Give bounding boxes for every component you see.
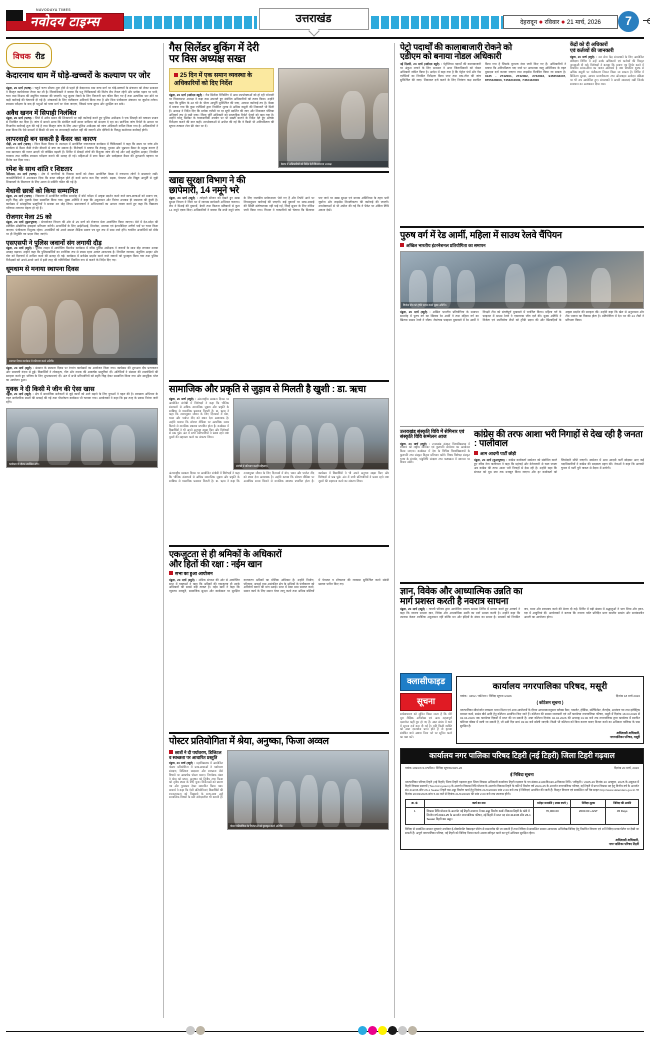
right-column [394,43,644,1018]
article5-body [169,762,223,800]
registration-color-bar [0,1023,650,1039]
photo-figure [47,423,71,465]
th-serial: क्र. सं. [406,799,425,808]
article4-dateline: मंडुवा, 20 मार्च (ब्यूरो) : [169,577,198,582]
edition-tab-label: उत्तराखंड [259,8,369,30]
divider [400,426,644,427]
bullet-icon [174,73,178,77]
bullet-icon [400,243,404,247]
stripe-decoration-left [124,16,257,29]
suchna-badge[interactable]: सूचना [400,693,452,711]
photo-figure [17,427,39,465]
photo-caption: संगोष्ठी में प्रतिभाग करतीं महिलाएं। [234,463,388,469]
sports-dateline: मंडुवा, 20 मार्च (ब्यूरो) : [400,309,431,314]
article2-headline-line2: छापेमारी, 14 नमूने भरे [169,184,239,195]
tender-sign-line2: नगर पालिका परिषद टिहरी [608,841,639,846]
tender-meta [405,766,639,770]
tender-title: कार्यालय नगर पालिका परिषद टिहरी (नई टिहरी) जिला टिहरी गढ़वाल [401,749,643,764]
photo-figure [93,308,119,354]
dateline-sep-2: ● [560,19,566,26]
center-column [163,43,389,1018]
politics-body [474,459,644,579]
notice-meta [460,694,640,698]
article-text: विद्यालय में आयोजित वार्षिक समारोह में बोर्ड परीक्षा में उत्कृष्ट प्रदर्शन करने वाले छात्र-छात्राओं को प्रमाण पत्र, स्मृति चिह्न और पुस्तकें देकर सम्मानित किया गया। मुख्य अतिथि ने कहा कि अनुशासन और निरंतर अभ्यास ही सफलता की कुंजी है। कार्यक्रम में सांस्कृतिक प्रस्तुतियों ने सबका मन मोह लिया। प्रधानाचार्य ने अभिभावकों का आभार व्यक्त करते हुए कहा कि विद्यालय परिणाम लगातार बेहतर हो रहे हैं। [6,193,158,210]
th-work-name: कार्य का नाम [424,799,534,808]
right-article2-headline-line2: एवं कर्तव्यों की जानकारी [570,47,614,54]
divider [169,171,389,173]
photo-figure [278,781,296,827]
article4-kicker [169,571,389,576]
main-headline-line2: पर विस अध्यक्ष सख्त [169,53,246,66]
right-article1-dateline: नई दिल्ली, 20 मार्च (नवोदय ब्यूरो) : [400,62,442,67]
swatch-cyan [358,1026,367,1035]
sports-kicker-label: अखिल भारतीय इंटरनेशनल प्रतियोगिता का समापन [406,242,486,248]
divider [400,582,644,584]
right-article3-dateline: मंडुवा, 20 मार्च (ब्यूरो) : [400,441,430,446]
right-article1-body [400,63,566,223]
notice-sign-line2: नगरपालिका परिषद, मसूरी [609,735,640,740]
photo-caption: बैठक में अधिकारियों को निर्देश देतीं विधानसभा अध्यक्ष। [279,161,388,167]
swatch-gray [398,1026,407,1035]
photo-figure [373,93,389,139]
right-article3-text: उत्तराखंड संस्कृत विश्वविद्यालय में रविवार को राष्ट्रीय सेमिनार एवं कुलपति सम्मेलन का आयोजन किया जाएगा। कार्यक्रम में देश के विभिन्न विश्वविद्यालयों के कुलपति तथा संस्कृत विद्वान प्रतिभाग करेंगे। विषय विशेषज्ञ संस्कृत भाषा के संवर्धन, पांडुलिपि संरक्षण तथा पाठ्यक्रम में नवाचार पर विचार रखेंगे। [400,441,470,465]
th-duration: निविदा की अवधि [606,799,639,808]
notice-signature [460,731,640,739]
sports-headline: पुरुष वर्ग में रेड आर्मी, महिला में साउथ रेलवे चैंपियन [400,230,562,241]
dateline-date: 21 मार्च, 2026 [566,20,601,26]
td-duration: 45 Days [606,808,639,824]
article3-headline: सामाजिक और प्रकृति से जुड़ाव से मिलती है खुशी : डा. ऋचा [169,384,366,396]
page-number-value: 7 [618,11,639,32]
right-article3-body [400,443,470,466]
kicker-label: 25 दिन में एक समान व्यवस्था के अधिकारियों को दिए निर्देश [174,72,253,87]
article-text: क्षेत्र में नागरिकों के विकास कार्यों को लेकर आयोजित बैठक में गणमान्य लोगों ने समस्याएं रखीं। जनप्रतिनिधियों ने आश्वासन दिया कि बजट स्वीकृत होते ही कार्य प्रारंभ करा दिए जाएंगे। सड़क, पेयजल और विद्युत आपूर्ति से जुड़ी शिकायतों के निस्तारण के लिए अलग से समिति गठित की गई है। [6,171,159,184]
classified-body: सर्वसाधारण को सूचित किया जाता है कि मेरी मूल शैक्षिक अभिलेख एवं अन्य महत्वपूर्ण दस्तावेज कहीं गुम हो गए हैं। उक्त संबंध में थाने में सूचना दर्ज करा दी गई है। यदि किसी व्यक्ति को उक्त दस्तावेज प्राप्त होते हैं तो कृपया संबंधित थाने अथवा निम्न पते पर सूचित करने का कष्ट करें। [400,712,452,739]
article4-headline-line2: और हितों की रक्षा : नईम खान [169,558,262,569]
quick-read-label-2: रीड [35,52,45,61]
article-body [6,221,158,237]
article-headline: युवक ने दी किसी मे जीन की ऐसा खास [6,385,95,393]
article-headline: रोजगार मेला 25 को [6,213,52,221]
masthead [6,4,644,34]
article-headline: एसएसपी ने पुलिस जवानों संग लगायी दौड़ [6,239,102,247]
stripe-decoration-right [371,16,504,29]
kicker-box [169,68,274,92]
sports-text: अखिल भारतीय प्रतियोगिता के समापन समारोह में पुरुष वर्ग का खिताब रेड आर्मी ने तथा महिला वर्ग का खिताब साउथ रेलवे ने जीता। रोमांचक फाइनल मुकाबले में रेड आर्मी ने विपक्षी टीम को संघर्षपूर्ण मुकाबले में पराजित किया। महिला वर्ग के फाइनल में साउथ रेलवे ने एकतरफा जीत दर्ज की। मुख्य अतिथि ने विजेता एवं उपविजेता टीमों को ट्रॉफी प्रदान की और खिलाड़ियों के उत्कृष्ट प्रदर्शन की सराहना की। उन्होंने कहा कि खेल से अनुशासन और टीम भावना का विकास होता है। प्रतियोगिता में देश भर की 24 टीमों ने प्रतिभाग किया। [400,309,644,322]
quick-read-badge [6,43,52,68]
article-photo [6,408,158,468]
swatch-black [388,1026,397,1035]
tender-body: नगरपालिका परिषद टिहरी (नई टिहरी) जिला टिहरी गढ़वाल द्वारा जिला विकास अधिकारी कार्यालय टिहरी गढ़वाल के पत्र संख्या-2136/वि0अ0-2/विकास निधि / स्वीकृति / 2025-26 दिनांक 20 अक्टूबर, 2025 के अनुक्रम में टिहरी विकास प्रस्तावों (Two bid system) के अन्तर्गत विकास निधि योजना के अन्तर्गत विकास टिहरी के कोटे में निर्माण वर्ष 2024-25 के अन्तर्गत नगरपालिका परिषद, नई टिहरी में प्राप्त विकास मद हेतु वित्तीय वर्ष के अन्तर्गत सं0 412/36 सीट 26-1 Seater टिहरी बस अड्डा निर्माण कार्य हेतु दिनांक 21/04/2026 सांय 2.00 बजे तक ई निविदाएं आमंत्रित की जाती हैं। विस्तृत विवरण एवं सम्बन्धित शर्तें वेब साइट http://www.uktenders.gov.in पर दिनांक 20/03/2026 सांय 5.00 बजे से दिनांक 21/04/2026 की सांय 2.00 बजे तक उपलब्ध होंगी। [405,779,639,796]
article5-text: महाविद्यालय में आयोजित पोस्टर प्रतियोगिता में छात्र-छात्राओं ने पर्यावरण संरक्षण, डिजिटल साक्षरता और स्वच्छता जैसे विषयों पर आकर्षक पोस्टर बनाए। निर्णायक मंडल ने श्रेया को प्रथम, अनुष्का को द्वितीय तथा फिजा को तृतीय स्थान के लिए चुना। विजेताओं को प्रमाण पत्र और पुरस्कार देकर सम्मानित किया गया। प्राचार्य ने कहा कि ऐसी प्रतियोगिताएं विद्यार्थियों की रचनात्मकता को निखारने के साथ-साथ उन्हें सामाजिक विषयों के प्रति संवेदनशील भी बनाती हैं। [169,761,223,800]
swatch [196,1026,205,1035]
tender-footer: निविदा से सम्बन्धित समस्त सूचनाएं उपरोक्त ई-प्रोक्योरमेंट वेबसाइट पोर्टल से डाउनलोड की जा सकती हैं तथा निविदा से सम्बन्धित समस्त आवश्यक अभिलेख/निविदा हेतु निर्धारित विवरण एवं शर्तें निविदा प्रपत्र/पोर्टल पर देखी जा सकती हैं। अपूर्ण नगरपालिका परिषद, नई टिहरी को निविदा निरस्त करने अथवा स्वीकृत करने का पूर्ण अधिकार सुरक्षित रहेगा। [405,826,639,835]
article3-text-cont: अंतरराष्ट्रीय प्रसन्नता दिवस पर आयोजित संगोष्ठी में विशेषज्ञों ने कहा कि भौतिक संसाधनों से अधिक सामाजिक जुड़ाव और प्रकृति के सान्निध्य से वास्तविक प्रसन्नता मिलती है। डा. ऋचा ने कहा कि तनावमुक्त जीवन के लिए दिनचर्या में योग, ध्यान और पर्याप्त नींद को स्थान देना आवश्यक है। उन्होंने बताया कि सोशल मीडिया पर अत्यधिक समय बिताने से मानसिक स्वास्थ्य प्रभावित होता है। कार्यक्रम में विद्यार्थियों ने भी अपने अनुभव साझा किए और विशेषज्ञों से प्रश्न पूछे। अंत में सभी प्रतिभागियों ने प्रसन्न रहने तथा दूसरों की सहायता करने का संकल्प लिया। [169,471,389,483]
photo-figure [55,300,83,354]
photo-figure [266,421,286,469]
divider [6,83,158,84]
article5-dateline: मंडुवा, 20 मार्च (ब्यूरो) : [169,761,196,766]
page-number [618,11,644,32]
registration-dots-cmyk [358,1026,417,1035]
swatch-yellow [378,1026,387,1035]
article-headline: मेधावी छात्रों को किया सम्मानित [6,187,79,195]
td-serial: 1 [406,808,425,824]
masthead-rule [6,37,644,39]
divider [169,380,389,382]
page-number-lead [643,20,650,21]
edition-tab[interactable] [259,8,369,30]
article-text: जिले में अवैध खनन की शिकायतों पर बड़ी कार्रवाई करते हुए पुलिस अधीक्षक ने एक सिपाही को तत्काल प्रभाव से निलंबित कर दिया है। जांच में सामने आया कि संबंधित कर्मी खनन माफिया को संरक्षण दे रहा था। प्रारंभिक जांच रिपोर्ट के आधार पर विभागीय कार्रवाई शुरू की गई है तथा विस्तृत जांच के लिए अपर पुलिस अधीक्षक को जांच अधिकारी नामित किया गया है। अधिकारियों ने स्पष्ट किया कि ऐसे मामलों में किसी भी स्तर पर लापरवाही बर्दाश्त नहीं की जाएगी और दोषियों के विरुद्ध कठोरतम कार्रवाई होगी। [6,115,158,132]
politics-headline: कांग्रेस की तरफ आशा भरी निगाहों से देख रही है जनता : पालीवाल [474,428,643,449]
swatch-tan [408,1026,417,1035]
newspaper-logo[interactable] [6,7,124,32]
sports-kicker [400,243,644,249]
article-body [6,195,158,211]
tender-subtitle: ई निविदा सूचना [510,771,534,777]
right-article2-headline-line1: केंद्रों को दी अधिकारों [570,42,608,48]
classified-badge[interactable]: क्लासीफाइड [400,673,452,691]
article-dateline: नैनीताल, 20 मार्च (भाषा) : [6,171,40,176]
swatch-magenta [368,1026,377,1035]
article-body [6,247,158,263]
tender-sign-line1: अधिशासी अधिकारी, [615,837,639,842]
article4-kicker-label: सभा का हुआ आयोजन [175,571,213,577]
main-photo [278,68,389,168]
notice-subtitle: ( कोटेशन सूचना ) [536,700,564,706]
article2-headline-line1: खाद्य सुरक्षा विभाग ने की [169,175,246,186]
left-column [6,43,158,1018]
article4-headline-line1: एकजुटता से ही श्रमिकों के अधिकारों [169,549,282,560]
tender-table [405,799,639,825]
registration-dots-left [186,1026,205,1035]
article5-kicker-label: छात्रों ने दी पर्यावरण, डिजिटल व स्वच्छता पर आधारित प्रस्तुति [169,749,222,760]
dateline-sep-1: ● [538,19,543,26]
dateline-day: रविवार [544,20,560,26]
right-article2-dateline: मंडुवा, 20 मार्च (ब्यूरो) : [570,55,597,60]
article5-photo [227,750,389,830]
right-article2-text: जन सेवा केंद्र संचालकों के लिए आयोजित प्रशिक्षण शिविर में उन्हें उनके अधिकारों एवं कर्तव्यों की विस्तृत जानकारी दी गई। विशेषज्ञों ने बताया कि प्रमाण पत्र निर्गत करने में निर्धारित समय-सीमा का पालन अनिवार्य है तथा निर्धारित शुल्क से अधिक वसूली पर पंजीकरण निरस्त किया जा सकता है। शिविर में डिजिटल सुरक्षा, आधार प्रमाणीकरण तथा ऑनलाइन आवेदन प्रक्रिया पर भी सत्र आयोजित हुए। संचालकों ने अपनी समस्याएं रखीं जिनके समाधान का आश्वासन दिया गया। [570,55,645,86]
article3-body [169,398,229,439]
td-work-name: विकास निधि योजना के अन्तर्गत नई टिहरी उपनगर में बस अड्डा निर्माण कार्य। विकास टिहरी के कोटे में निर्माण वर्ष 2024-25 के अन्तर्गत नगरपालिका परिषद, नई टिहरी में प्राप्त मद सं0 412/36 सीट 26-1 Seater टिहरी बस अड्डा। [424,808,534,824]
photo-figure [344,779,362,827]
right-article2-body [570,56,644,86]
article-dateline: मंडुवा, 20 मार्च (भाषा) : [6,86,34,91]
article4-body [169,579,389,729]
footer-rule [6,1031,644,1032]
article-text: पुलिस लाइन में आयोजित फिटनेस कार्यक्रम में वरिष्ठ पुलिस अधीक्षक ने जवानों के साथ दौड़ लगाकर उनका उत्साह बढ़ाया। उन्होंने कहा कि पुलिसकर्मियों का शारीरिक रूप से स्वस्थ रहना अत्यंत आवश्यक है। नियमित व्यायाम, संतुलित आहार और योग को दिनचर्या में शामिल करने की सलाह दी गई। कार्यक्रम में सर्वश्रेष्ठ प्रदर्शन करने वाले जवानों को पुरस्कृत किया गया तथा पुलिस निरीक्षकों को अपने-अपने थाने में इसी तरह की गतिविधियां नियमित रूप से कराने के निर्देश दिए गए। [6,245,159,262]
quick-read-label-1: विचक [13,52,31,61]
main-article-text: गैस सिलेंडर रिफिलिंग में आम उपभोक्ताओं को हो रही परेशानी पर विधानसभा अध्यक्ष ने कड़ा रुख अपनाते हुए संबंधित अधिकारियों को तलब किया। उन्होंने कहा कि बुकिंग के 48 घंटे के भीतर आपूर्ति सुनिश्चित की जाए, अन्यथा कार्रवाई तय है। बैठक में बताया गया कि कुछ एजेंसियों द्वारा निर्धारित शुल्क से अधिक वसूली की शिकायतें भी मिली हैं। अध्यक्ष ने निर्देश दिए कि प्रत्येक एजेंसी पर दर सूची प्रदर्शित की जाए और शिकायत पंजिका अनिवार्य रूप से रखी जाए। जिला पूर्ति अधिकारी को साप्ताहिक रिपोर्ट भेजने को कहा गया है। उन्होंने घरेलू सिलेंडर के व्यावसायिक उपयोग पर भी सख्ती बरतने के निर्देश देते हुए औचक निरीक्षण कराने की बात कही। उपभोक्ताओं से अपील की गई कि वे किसी भी अनियमितता की सूचना तत्काल टोल फ्री नंबर पर दें। [169,92,274,129]
article4-text: श्रमिक संगठन की ओर से आयोजित सभा में वक्ताओं ने कहा कि श्रमिकों की एकजुटता ही उनके अधिकारों की सबसे बड़ी ताकत है। नईम खान ने कहा कि न्यूनतम मजदूरी, सामाजिक सुरक्षा और कार्यस्थल पर सुरक्षित वातावरण श्रमिकों का मौलिक अधिकार है। उन्होंने निर्माण, परिवहन, सफाई तथा असंगठित क्षेत्र के श्रमिकों के पंजीकरण को अनिवार्य बनाने की मांग उठाई। सभा में ठेका प्रथा समाप्त करने, समान कार्य के लिए समान वेतन लागू करने तथा श्रमिक बस्तियों में पेयजल व शौचालय की व्यवस्था सुनिश्चित करने संबंधी प्रस्ताव पारित किए गए। [169,577,389,594]
article3-text: अंतरराष्ट्रीय प्रसन्नता दिवस पर आयोजित संगोष्ठी में विशेषज्ञों ने कहा कि भौतिक संसाधनों से अधिक सामाजिक जुड़ाव और प्रकृति के सान्निध्य से वास्तविक प्रसन्नता मिलती है। डा. ऋचा ने कहा कि तनावमुक्त जीवन के लिए दिनचर्या में योग, ध्यान और पर्याप्त नींद को स्थान देना आवश्यक है। उन्होंने बताया कि सोशल मीडिया पर अत्यधिक समय बिताने से मानसिक स्वास्थ्य प्रभावित होता है। कार्यक्रम में विद्यार्थियों ने भी अपने अनुभव साझा किए और विशेषज्ञों से प्रश्न पूछे। अंत में सभी प्रतिभागियों ने प्रसन्न रहने तथा दूसरों की सहायता करने का संकल्प लिया। [169,397,229,440]
tender-ref: पत्रांक 1993/न-प-ट/पठिन./ निविदा सूचना/2025-26 [405,765,463,770]
article2-body [169,197,389,377]
article5-headline: पोस्टर प्रतियोगिता में श्रेया, अनुष्का, फिजा अव्वल [169,735,329,747]
article5-kicker [169,750,223,761]
notice-ref: पत्रांक : 3452 / कोटेशन / निविदा सूचना /2026 [460,694,512,699]
politics-kicker [474,451,644,457]
photo-figure [81,429,103,465]
article-photo [6,275,158,365]
article-dateline: मंडुवा, 20 मार्च (भाषा) : [6,115,34,120]
sports-body [400,311,644,423]
right-article3-headline: उत्तराखंड संस्कृति विवि में सेमिनार एवं संस्कृति विवि सम्मेलन आज [400,429,465,441]
photo-figure [234,781,252,827]
notice-body: नगरपालिका सीमांतर्गत स्वच्छता भारत मिशन एवं अन्य आयोजनों के दौरान आवश्यकतानुसार फ्लेक्स बैनर, पम्पलेट, होर्डिंग्स, सर्टिफिकेट, लेटरहेड, आमंत्रण पत्र तथा इलेक्ट्रिक मरम्मत कार्य, साउंड बोर्ड आदि हेतु कोटेशन आमंत्रित किए जाते हैं। कोटेशन की समस्त जानकारी एवं शर्तें कार्यालय नगरपालिका परिषद, मसूरी में दिनांक 18.03.2026 से 02.04.2026 तक कार्यालय दिवसों में प्राप्त की जा सकती है। उक्त कोटेशन दिनांक 02.04.2026 की अपराह्न 01:00 बजे तक नगरपालिका द्वारा कार्यालय में स्थापित कोटेशन बॉक्स में डाली जा सकती है, जो उसी दिन सायं 03:00 बजे खोली जाएगी। किसी भी कोटेशन को बिना कारण बताए निरस्त करने का अधिकार पालिका के पास सुरक्षित है। [460,708,640,729]
article-text: विश्व कैंसर दिवस के उपलक्ष्य में आयोजित जागरूकता कार्यक्रम में चिकित्सकों ने कहा कि समय पर जांच और सतर्कता से कैंसर जैसी गंभीर बीमारी से बचा जा सकता है। विशेषज्ञों ने बताया कि तंबाकू, गुटखा और धूम्रपान कैंसर के प्रमुख कारण हैं तथा खानपान की गलत आदतें भी जोखिम बढ़ाती हैं। शिविर में सैकड़ों लोगों की निशुल्क जांच की गई और उन्हें संतुलित आहार, नियमित व्यायाम तथा वार्षिक स्वास्थ्य परीक्षण कराने की सलाह दी गई। महिलाओं में स्तन कैंसर और सर्वाइकल कैंसर की शुरुआती पहचान पर विशेष बल दिया गया। [6,141,158,162]
article-headline: धूमधाम से मनाया स्थापना दिवस [6,265,79,273]
sports-photo [400,251,644,309]
article-headline: लापरवाही बन सकती है कैंसर का कारण [6,135,97,143]
article2-dateline: मंडुवा, 20 मार्च (ब्यूरो) : [169,196,198,201]
content-grid [6,43,644,1018]
article-dateline: मंडुवा, 20 मार्च (ब्यूरो) : [6,391,34,396]
article-text: चतुर्थ चरण सीजन शुरू होने से पहले ही केदारनाथ धाम यात्रा मार्ग पर घोड़े-खच्चरों के संचालन को लेकर प्रशासन ने विस्तृत कार्ययोजना तैयार कर ली है। जिलाधिकारी ने बताया कि पशु चिकित्सकों की विशेष टीम तैनात रहेगी और प्रत्येक पड़ाव पर पानी, चारा तथा विश्राम की समुचित व्यवस्था की जाएगी। पशु क्रूरता रोकने के लिए निगरानी दल गठित किए गए हैं तथा अत्यधिक भार ढोने पर कड़ी कार्रवाई की चेतावनी दी गई है। संचालकों के लिए पंजीकरण अनिवार्य किया गया है और बिना पंजीकरण संचालन पर जुर्माना लगेगा। स्वास्थ्य परीक्षण के बाद ही पशुओं को यात्रा मार्ग पर भेजा जाएगा, जिससे यात्रा सुगम और सुरक्षित बन सके। [6,86,159,106]
article3-body-cont [169,472,389,542]
notice-sign-line1: अधिशासी अधिकारी, [616,731,640,736]
article-dateline: मंडुवा, 20 मार्च (ब्यूरो) : [6,365,34,370]
photo-figure [322,781,340,827]
flag-icon [6,10,26,21]
swatch [186,1026,195,1035]
politics-dateline: मंडुवा, 20 मार्च (कुलभूषण) : [474,457,508,462]
notice-date: दिनांक 18 मार्च 2026 [615,694,640,699]
article-text: संस्थान के स्थापना दिवस पर रंगारंग कार्यक्रमों का आयोजन किया गया। कार्यक्रम की शुरुआत दीप प्रज्ज्वलन और सरस्वती वंदना से हुई। विद्यार्थियों ने लोकनृत्य, गीत और नाटक की आकर्षक प्रस्तुतियां दीं। अतिथियों ने संस्थान की उपलब्धियों की सराहना करते हुए भविष्य के लिए शुभकामनाएं दीं। अंत में सभी प्रतिभागियों को स्मृति चिह्न देकर सम्मानित किया गया और सामूहिक भोज का आयोजन हुआ। [6,365,158,382]
table-header-row [406,799,639,808]
article3-photo [233,398,389,470]
divider [169,545,389,547]
spiritual-dateline: मंडुवा, 20 मार्च (ब्यूरो) : [400,607,428,612]
article-headline: रमेश के साथ शांति र शिष्टतार [6,165,73,173]
photo-figure [300,775,318,827]
bullet-icon [474,451,478,455]
article-text: सेवायोजन विभाग की ओर से 25 मार्च को रोजगार मेला आयोजित किया जाएगा। मेले में देश-प्रदेश की प्रतिष्ठित औद्योगिक इकाइयां प्रतिभाग करेंगी। अभ्यर्थियों के लिए आईटीआई, डिप्लोमा, स्नातक एवं इंटरमीडिएट उत्तीर्ण पदों पर चयन किया जाएगा। पंजीकरण निशुल्क रहेगा। अभ्यर्थियों को अपने समस्त शैक्षिक प्रमाण पत्र मूल रूप में साथ लाने होंगे। चयनित अभ्यर्थियों को मौके पर ही नियुक्ति पत्र प्रदान किए जाएंगे। [6,219,159,236]
article-headline: केदारनाथ धाम में घोड़े-खच्चरों के कल्याण पर जोर [6,71,151,80]
tender-date: दिनांक 20 मार्च, 2026 [614,765,639,770]
article-body [6,367,158,383]
article-dateline: मंडुवा, 20 मार्च (भाषा) : [6,193,35,198]
article-body [6,143,158,163]
right-article1-contacts: 0135 - 2742001, 2742002, 2742003, 9456533337, 8755428000, 7453210000, 7453442000 [485,74,566,83]
dateline [503,15,618,29]
spiritual-text: गायत्री परिवार द्वारा आयोजित नवरात्र साधना शिविर में प्रवचन करते हुए आचार्य ने कहा कि नवरात्र साधना ज्ञान, विवेक और आध्यात्मिक उन्नति का मार्ग प्रशस्त करती है। उन्होंने कहा कि उपवास केवल शारीरिक अनुशासन नहीं बल्कि मन और इंद्रियों के संयम का साधन है। साधकों को नियमित जप, ध्यान और स्वाध्याय करने की प्रेरणा दी गई। शिविर में बड़ी संख्या में श्रद्धालुओं ने भाग लिया और हवन-यज्ञ में आहुतियां दीं। आयोजकों ने बताया कि नवरात्र पर्यंत प्रतिदिन प्रातः कालीन सत्संग और सायंकालीन आरती का आयोजन होगा। [400,607,644,620]
td-fee: 2000.00 +GST [571,808,606,824]
bullet-icon [169,571,173,575]
right-article1-headline-line1: पेट्रो पदार्थों की कालाबाजारी रोकने को [400,42,512,52]
divider [400,226,644,228]
article-body [6,87,158,107]
photo-figure [21,306,47,354]
logo-tagline: NAVODAYA TIMES [36,7,71,12]
spiritual-headline-line2: मार्ग प्रशस्त करती है नवरात्र साधना [400,595,509,606]
article-dateline: मंडुवा, 20 मार्च (कुलभूषण) : [6,219,40,224]
photo-figure [256,777,274,827]
photo-caption: स्थापना दिवस कार्यक्रम में प्रतिभाग करते अतिथि। [7,358,157,364]
bullet-icon [169,750,173,754]
td-emd: 70,000.00 [534,808,571,824]
notice-tehri [400,748,644,850]
spiritual-headline-line1: ज्ञान, विवेक और आध्यात्मिक उन्नति का [400,585,523,596]
article-body [6,173,158,185]
article3-dateline: मंडुवा, 20 मार्च (ब्यूरो) : [169,397,197,402]
politics-kicker-label: आम आदमी पार्टी छोड़ी [480,450,517,456]
notice-office: कार्यालय नगरपालिका परिषद, मसूरी [492,681,608,692]
article-text: क्षेत्र में सामाजिक सरोकारों से जुड़े कार्यों को आगे बढ़ाने के लिए युवाओं ने पहल की है। स्वच्छता अभियान के तहत सार्वजनिक स्थलों की सफाई की गई तथा पौधरोपण कार्यक्रम भी चलाया गया। आयोजकों ने कहा कि इस तरह के प्रयास निरंतर जारी रहेंगे। [6,391,158,404]
right-article1-text: पेट्रोलियम पदार्थों की कालाबाजारी पर अंकुश लगाने के लिए प्रशासन ने अपर जिलाधिकारी को नोडल अधिकारी नामित किया है। आदेश में कहा गया है कि पेट्रोल पंपों और गैस एजेंसियों का नियमित निरीक्षण किया जाए तथा माप-तौल की जांच सुनिश्चित की जाए। शिकायत दर्ज कराने के लिए नियंत्रण कक्ष स्थापित किया गया है जिसके दूरभाष नंबर जारी किए गए हैं। अधिकारियों ने बताया कि अनियमितता पाए जाने पर आवश्यक वस्तु अधिनियम के तहत मुकदमा दर्ज कराया जाएगा तथा लाइसेंस निलंबित किया जा सकता है। [400,62,566,83]
photo-caption: कार्यक्रम के दौरान उपस्थित लोग। [7,461,157,467]
photo-figure [111,425,135,465]
kicker-text [174,72,269,88]
article-body [6,117,158,133]
photo-caption: पोस्टर प्रतियोगिता के विजेताओं को पुरस्कृत करते अतिथि। [228,823,388,829]
notice-masoori [456,676,644,743]
article2-text: त्योहारी सीजन को देखते हुए खाद्य सुरक्षा विभाग ने जिले भर में व्यापक छापेमारी अभियान चलाया। टीम ने मिठाई की दुकानों, डेयरी तथा किराना प्रतिष्ठानों से कुल 14 नमूने एकत्र किए। अधिकारियों ने बताया कि सभी नमूने जांच के लिए राजकीय प्रयोगशाला भेजे गए हैं और रिपोर्ट आने पर नियमानुसार कार्रवाई की जाएगी। कई दुकानों पर साफ-सफाई की स्थिति संतोषजनक नहीं पाई गई, जिन्हें सुधार के लिए नोटिस जारी किया गया। विभाग ने व्यापारियों को चेताया कि मिलावट पाए जाने पर खाद्य सुरक्षा एवं मानक अधिनियम के तहत भारी जुर्माना और लाइसेंस निरस्तीकरण की कार्रवाई की जाएगी। उपभोक्ताओं से भी अपील की गई कि वे पैकेट पर अंकित तिथि अवश्य देखें। [169,196,389,213]
tender-signature [405,838,639,846]
spiritual-body [400,608,644,670]
logo-text: नवोदय टाइम्स [6,13,124,32]
photo-figure [341,91,365,139]
article-dateline: पौड़ी, 20 मार्च (भाषा) : [6,141,34,146]
right-article1-headline-line2: एडीएम को बनाया नोडल अधिकारी [400,51,502,62]
main-article-dateline: मंडुवा, 20 मार्च (नवोदय ब्यूरो) : [169,92,205,97]
politics-text: कांग्रेस कार्यकर्ता सम्मेलन को संबोधित करते हुए वरिष्ठ नेता पालीवाल ने कहा कि महंगाई और बेरोजगारी से त्रस्त जनता अब कांग्रेस की तरफ आशा भरी निगाहों से देख रही है। उन्होंने कहा कि संगठन को बूथ स्तर तक मजबूत किया जाएगा और हर कार्यकर्ता को जिम्मेदारी सौंपी जाएगी। सम्मेलन में आम आदमी पार्टी छोड़कर आए कई पदाधिकारियों ने कांग्रेस की सदस्यता ग्रहण की। नेताओं ने कहा कि आगामी चुनाव में पार्टी पूरी ताकत से मैदान में उतरेगी। [474,457,644,474]
th-fee: निविदा शुल्क [571,799,606,808]
dateline-city: देहरादून [520,20,538,26]
photo-caption: विजेता टीम को ट्रॉफी प्रदान करते मुख्य अतिथि। [401,302,643,308]
main-headline-line1: गैस सिलेंडर बुकिंग में देरी [169,42,259,54]
table-row [406,808,639,824]
divider [169,732,389,734]
article-body [6,393,158,405]
photo-figure [287,103,321,165]
article-headline: अवैध खनन में सिपाही निलंबित [6,109,77,117]
main-article-body [169,94,274,130]
article-dateline: मंडुवा, 20 मार्च (ब्यूरो) : [6,245,35,250]
th-emd: धरोहर धनराशि ( लाख रुपये ) [534,799,571,808]
